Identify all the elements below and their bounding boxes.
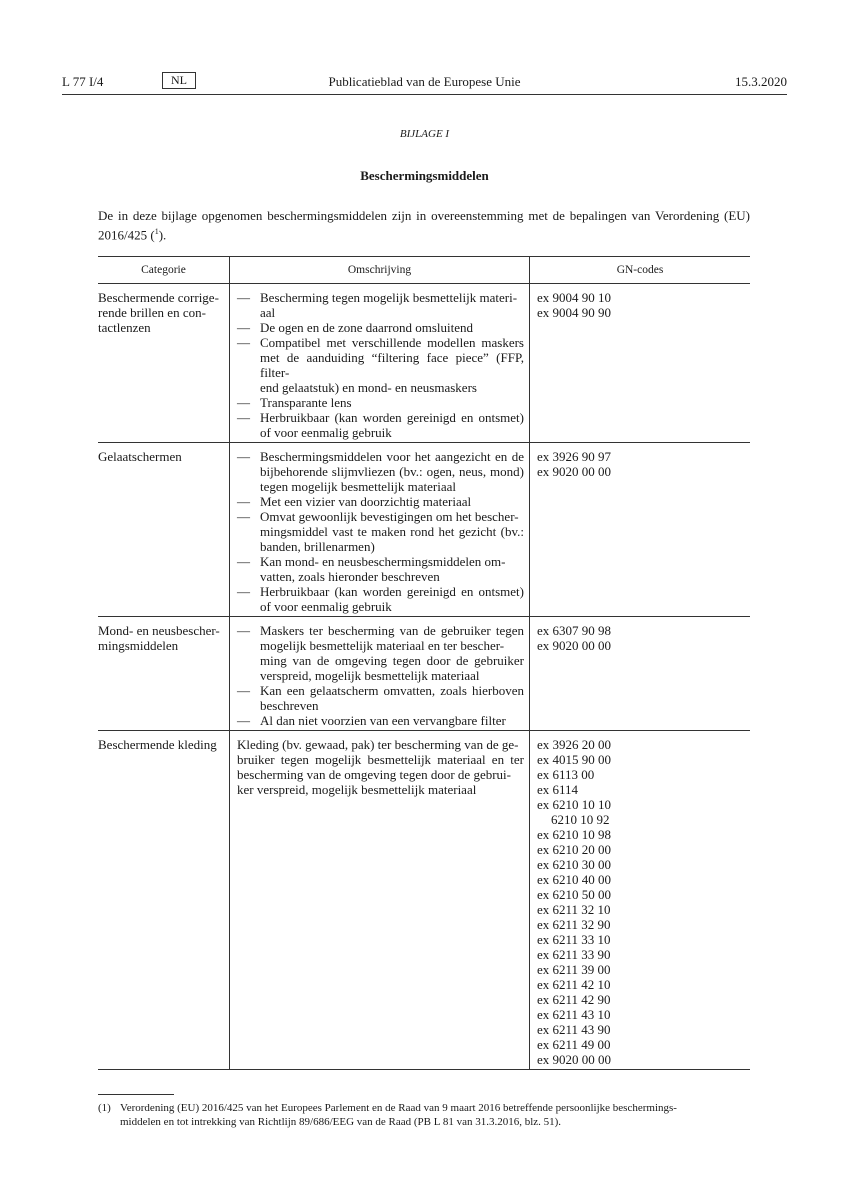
description-text: Compatibel met verschillende modellen maskers met de aanduiding “filtering face piece” (FFP, filter- end gelaatstuk) en mond- en neusmaskers [260, 335, 524, 395]
column-header-category: Categorie [98, 257, 230, 284]
cn-code: ex 9020 00 00 [537, 464, 612, 479]
intro-footnote-ref: 1 [154, 226, 159, 236]
description-text: Herbruikbaar (kan worden gereinigd en ontsmet) of voor eenmalig gebruik [260, 410, 524, 440]
category-label: Beschermende kleding [98, 737, 217, 752]
description-item [237, 623, 524, 683]
description-item [237, 335, 524, 395]
dash-bullet: — [237, 554, 250, 569]
description-item [237, 584, 524, 614]
dash-bullet: — [237, 449, 250, 464]
dash-bullet: — [237, 335, 250, 350]
description-text: Transparante lens [260, 395, 352, 410]
cn-code: ex 6211 43 90 [537, 1022, 611, 1037]
description-cell [230, 617, 530, 731]
cn-code: ex 4015 90 00 [537, 752, 612, 767]
cn-code: ex 6211 33 10 [537, 932, 611, 947]
column-header-description: Omschrijving [230, 257, 530, 284]
cn-code: ex 9020 00 00 [537, 1052, 612, 1067]
category-cell [98, 617, 230, 731]
footnote-text: Verordening (EU) 2016/425 van het Europees Parlement en de Raad van 9 maart 2016 betreffende persoonlijke beschermings- middelen en tot intrekking van Richtlijn 89/686/EEG van de Raad (PB L 81 van 31.3.2016, blz. 51). [120, 1102, 677, 1128]
table-body [98, 284, 750, 1070]
cn-code: ex 6210 40 00 [537, 872, 612, 887]
description-item [237, 395, 524, 410]
cn-code: ex 6114 [537, 782, 579, 797]
description-text: Kan mond- en neusbeschermingsmiddelen om- vatten, zoals hieronder beschreven [260, 554, 506, 584]
page-header [62, 72, 787, 95]
description-item [237, 683, 524, 713]
page-reference: L 77 I/4 [62, 74, 104, 89]
table-row [98, 731, 750, 1070]
cn-code: ex 6210 10 10 [537, 797, 612, 812]
description-text: Al dan niet voorzien van een vervangbare filter [260, 713, 506, 728]
cn-code: ex 9020 00 00 [537, 638, 612, 653]
cn-code: 6210 10 92 [551, 812, 610, 827]
description-text: Herbruikbaar (kan worden gereinigd en ontsmet) of voor eenmalig gebruik [260, 584, 524, 614]
table-row [98, 284, 750, 443]
codes-cell [530, 443, 751, 617]
cn-code: ex 6210 10 98 [537, 827, 612, 842]
dash-bullet: — [237, 509, 250, 524]
codes-cell [530, 284, 751, 443]
description-item [237, 509, 524, 554]
dash-bullet: — [237, 584, 250, 599]
dash-bullet: — [237, 410, 250, 425]
cn-code: ex 6211 32 90 [537, 917, 611, 932]
cn-code: ex 3926 20 00 [537, 737, 612, 752]
description-item [237, 449, 524, 494]
category-label: Gelaatschermen [98, 449, 182, 464]
footnote-number: (1) [98, 1102, 111, 1114]
cn-code: ex 3926 90 97 [537, 449, 612, 464]
description-text: Bescherming tegen mogelijk besmettelijk materi- aal [260, 290, 518, 320]
dash-bullet: — [237, 494, 250, 509]
description-text: Beschermingsmiddelen voor het aangezicht en de bijbehorende slijmvliezen (bv.: ogen, neus, mond) tegen mogelijk besmettelijk materiaal [260, 449, 524, 494]
cn-code: ex 6211 33 90 [537, 947, 611, 962]
publication-title: Publicatieblad van de Europese Unie [328, 74, 521, 89]
cn-code: ex 6211 39 00 [537, 962, 611, 977]
footnote-divider [98, 1094, 174, 1095]
description-text: Maskers ter bescherming van de gebruiker tegen mogelijk besmettelijk materiaal en ter bescher- ming van de omgeving tegen door de gebruiker verspreid, mogelijk besmettelijk materiaal [260, 623, 524, 683]
dash-bullet: — [237, 320, 250, 335]
codes-cell [530, 617, 751, 731]
codes-cell [530, 731, 751, 1070]
category-cell [98, 731, 230, 1070]
description-item [237, 290, 524, 320]
cn-code: ex 6211 42 90 [537, 992, 611, 1007]
description-text: Kleding (bv. gewaad, pak) ter bescherming van de ge- bruiker tegen mogelijk besmettelijk materiaal en ter bescherming van de omgeving tegen door de gebrui- ker verspreid, mogelijk besmettelijk materiaal [237, 737, 524, 797]
description-item [237, 554, 524, 584]
table-row [98, 443, 750, 617]
cn-code: ex 6211 42 10 [537, 977, 611, 992]
description-item [237, 494, 524, 509]
category-label: Mond- en neusbescher- mingsmiddelen [98, 623, 220, 653]
intro-text: De in deze bijlage opgenomen beschermingsmiddelen zijn in overeenstemming met de bepalingen van Verordening (EU) 2016/425 ( [98, 208, 750, 242]
cn-code: ex 9004 90 90 [537, 305, 612, 320]
cn-code: ex 6210 20 00 [537, 842, 612, 857]
cn-code: ex 6307 90 98 [537, 623, 612, 638]
category-cell [98, 443, 230, 617]
category-cell [98, 284, 230, 443]
cn-code: ex 6210 30 00 [537, 857, 612, 872]
table-header-row [98, 257, 750, 284]
description-cell [230, 443, 530, 617]
footnote [98, 1101, 750, 1129]
dash-bullet: — [237, 395, 250, 410]
description-text: De ogen en de zone daarrond omsluitend [260, 320, 473, 335]
description-cell [230, 731, 530, 1070]
page-title: Beschermingsmiddelen [360, 168, 489, 183]
annex-label: BIJLAGE I [399, 128, 450, 140]
description-text: Kan een gelaatscherm omvatten, zoals hierboven beschreven [260, 683, 524, 713]
dash-bullet: — [237, 683, 250, 698]
dash-bullet: — [237, 623, 250, 638]
description-text: Omvat gewoonlijk bevestigingen om het bescher- mingsmiddel vast te maken rond het gezicht (bv.: banden, brillenarmen) [260, 509, 524, 554]
cn-code: ex 6211 32 10 [537, 902, 611, 917]
cn-code: ex 6211 49 00 [537, 1037, 611, 1052]
description-cell [230, 284, 530, 443]
description-item [237, 410, 524, 440]
category-label: Beschermende corrige- rende brillen en con- tactlenzen [98, 290, 219, 335]
language-badge: NL [162, 72, 196, 89]
description-item [237, 320, 524, 335]
cn-code: ex 9004 90 10 [537, 290, 612, 305]
column-header-codes: GN-codes [530, 257, 751, 284]
table-row [98, 617, 750, 731]
cn-code: ex 6210 50 00 [537, 887, 612, 902]
dash-bullet: — [237, 713, 250, 728]
cn-code: ex 6113 00 [537, 767, 595, 782]
intro-paragraph [98, 208, 750, 242]
description-item [237, 713, 524, 728]
equipment-table [98, 256, 750, 1070]
dash-bullet: — [237, 290, 250, 305]
cn-code: ex 6211 43 10 [537, 1007, 611, 1022]
publication-date: 15.3.2020 [735, 74, 787, 89]
description-text: Met een vizier van doorzichtig materiaal [260, 494, 472, 509]
intro-tail: ). [158, 226, 167, 242]
